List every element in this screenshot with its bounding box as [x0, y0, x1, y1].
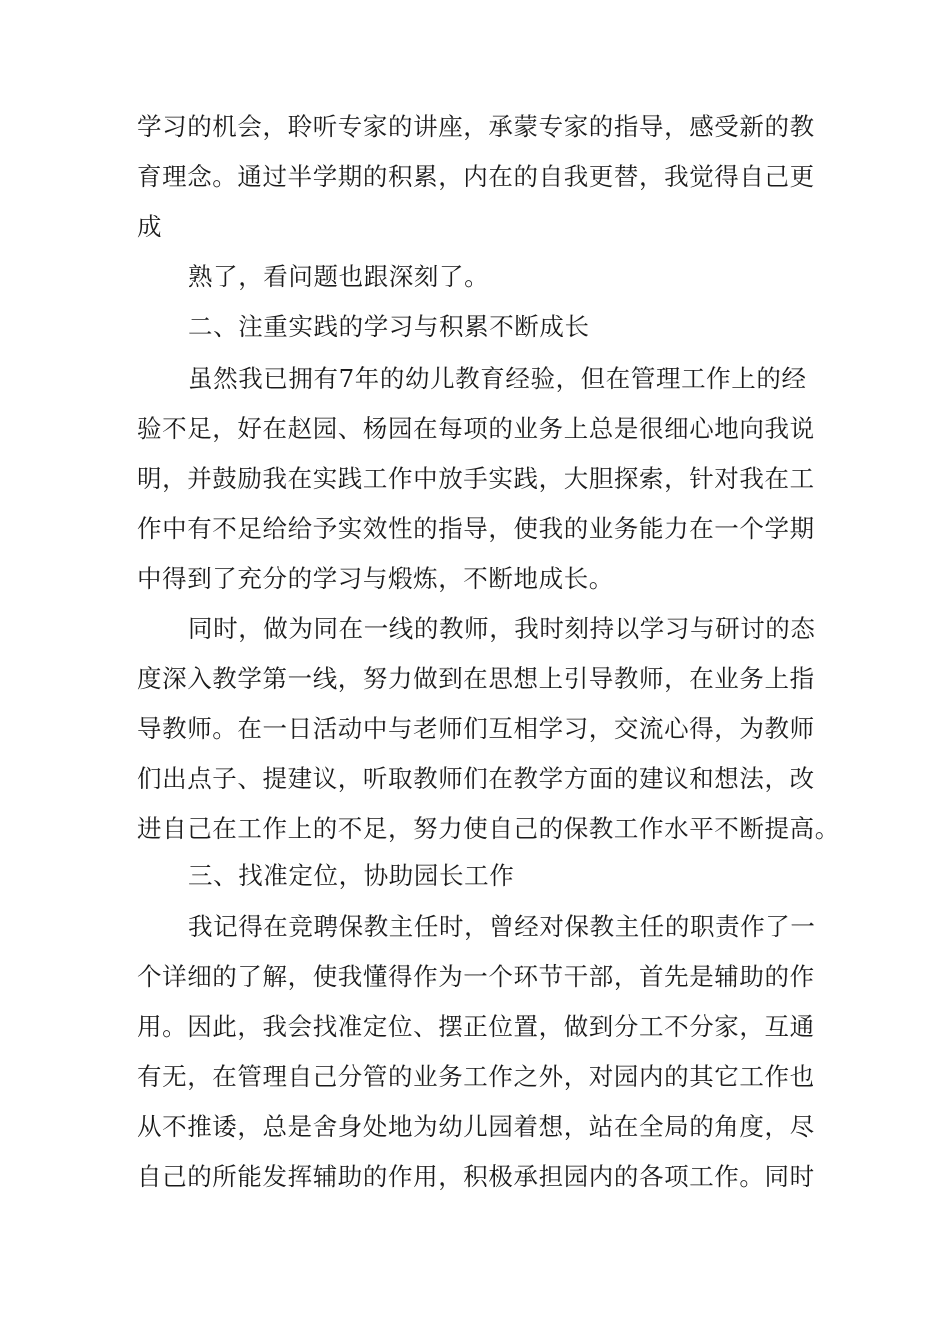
text-line: 从不推诿，总是舍身处地为幼儿园着想，站在全局的角度，尽 [137, 1112, 815, 1141]
text-line: 度深入教学第一线，努力做到在思想上引导教师，在业务上指 [137, 664, 815, 693]
section-heading: 三、找准定位，协助园长工作 [188, 861, 515, 890]
text-line: 验不足，好在赵园、杨园在每项的业务上总是很细心地向我说 [137, 414, 815, 443]
text-line: 熟了，看问题也跟深刻了。 [188, 262, 490, 291]
text-line: 有无，在管理自己分管的业务工作之外，对园内的其它工作也 [137, 1062, 815, 1091]
text-line: 中得到了充分的学习与煅炼，不断地成长。 [137, 564, 614, 593]
text-line: 自己的所能发挥辅助的作用，积极承担园内的各项工作。同时 [137, 1162, 815, 1191]
text-line: 们出点子、提建议，听取教师们在教学方面的建议和想法，改 [137, 764, 815, 793]
text-line: 明，并鼓励我在实践工作中放手实践，大胆探索，针对我在工 [137, 464, 815, 493]
section-heading: 二、注重实践的学习与积累不断成长 [188, 312, 590, 341]
text-line: 育理念。通过半学期的积累，内在的自我更替，我觉得自己更 [137, 162, 815, 191]
text-line: 学习的机会，聆听专家的讲座，承蒙专家的指导，感受新的教 [137, 112, 815, 141]
text-line: 用。因此，我会找准定位、摆正位置，做到分工不分家，互通 [137, 1012, 815, 1041]
text-line: 进自己在工作上的不足，努力使自己的保教工作水平不断提高。 [137, 814, 840, 843]
text-line: 虽然我已拥有7年的幼儿教育经验，但在管理工作上的经 [188, 364, 807, 393]
text-line: 同时，做为同在一线的教师，我时刻持以学习与研讨的态 [188, 614, 816, 643]
text-line: 作中有不足给给予实效性的指导，使我的业务能力在一个学期 [137, 514, 815, 543]
text-line: 成 [137, 212, 163, 241]
text-line: 我记得在竞聘保教主任时，曾经对保教主任的职责作了一 [188, 912, 816, 941]
text-line: 导教师。在一日活动中与老师们互相学习，交流心得，为教师 [137, 714, 815, 743]
text-line: 个详细的了解，使我懂得作为一个环节干部，首先是辅助的作 [137, 962, 815, 991]
